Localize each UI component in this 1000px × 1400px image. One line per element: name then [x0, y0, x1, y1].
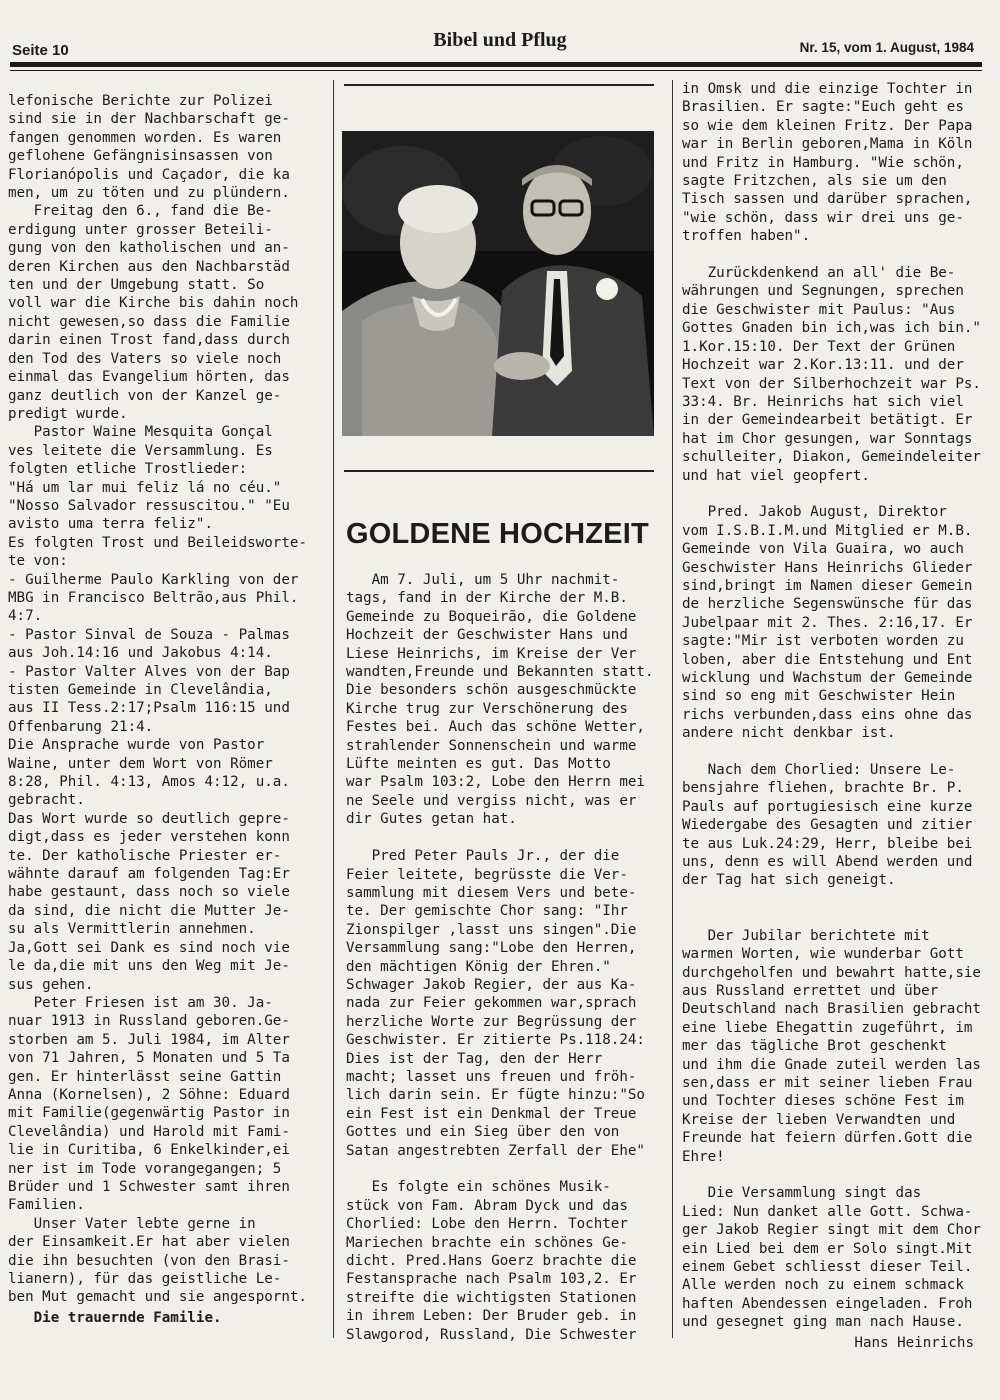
- text-line: Tisch sassen und darüber sprachen,: [682, 191, 973, 208]
- text-line: schulleiter, Diakon, Gemeindeleiter: [682, 449, 981, 466]
- text-line: Waine, unter dem Wort von Römer: [8, 755, 273, 772]
- text-line: aus Joh.14:16 und Jakobus 4:14.: [8, 645, 273, 662]
- text-line: Hochzeit war 2.Kor.13:11. und der: [682, 357, 964, 374]
- text-line: Deutschland nach Brasilien gebracht: [682, 1001, 981, 1018]
- text-line: warmen Worten, wie wunderbar Gott: [682, 946, 964, 963]
- text-line: lefonische Berichte zur Polizei: [8, 93, 273, 109]
- text-line: "Há um lar mui feliz lá no céu.": [8, 479, 282, 496]
- text-line: nuar 1913 in Russland geboren.Ge-: [8, 1013, 290, 1030]
- text-line: lie in Curitiba, 6 Enkelkinder,ei: [8, 1142, 290, 1159]
- text-line: herzliche Worte zur Begrüssung der: [346, 1013, 637, 1030]
- text-line: Pred. Jakob August, Direktor: [682, 504, 947, 521]
- text-line: Offenbarung 21:4.: [8, 718, 154, 735]
- text-line: gung von den katholischen und an-: [8, 240, 290, 257]
- text-line: [682, 485, 988, 503]
- text-line: Geschwister. Er zitierte Ps.118.24:: [346, 1032, 645, 1049]
- text-line: [346, 1160, 664, 1178]
- text-line: sammlung mit diesem Vers und bete-: [346, 884, 637, 901]
- text-line: ger Jakob Regier singt mit dem Chor: [682, 1222, 981, 1239]
- text-line: avisto uma terra feliz".: [8, 516, 213, 533]
- text-line: ner ist im Tode vorangegangen; 5: [8, 1160, 282, 1177]
- text-line: digt,dass es jeder verstehen konn: [8, 829, 290, 846]
- text-line: [682, 1166, 988, 1184]
- text-line: von 71 Jahren, 5 Monaten und 5 Ta: [8, 1050, 290, 1067]
- text-line: wähnte darauf am folgenden Tag:Er: [8, 866, 290, 883]
- text-line: dir Gutes getan hat.: [346, 811, 517, 828]
- text-line: Mariechen brachte ein schönes Ge-: [346, 1234, 628, 1251]
- text-line: Kirche trug zur Verschönerung des: [346, 700, 628, 717]
- column-divider-right: [672, 80, 673, 1338]
- text-line: und ihm die Gnade zuteil werden las: [682, 1056, 981, 1073]
- text-line: und Fritz in Hamburg. "Wie schön,: [682, 154, 964, 171]
- text-line: Die Versammlung singt das: [682, 1185, 922, 1202]
- text-line: Zurückdenkend an all' die Be-: [682, 265, 956, 282]
- text-line: su als Vermittlerin annehmen.: [8, 921, 256, 938]
- text-line: erdigung unter grosser Beteili-: [8, 221, 273, 238]
- text-line: de herzliche Segenswünsche für das: [682, 596, 973, 613]
- text-line: den mächtigen König der Ehren.": [346, 958, 611, 975]
- text-line: nada zur Feier gekommen war,sprach: [346, 995, 637, 1012]
- text-line: Feier leitete, begrüsste die Ver-: [346, 866, 628, 883]
- text-line: Kreise der lieben Verwandten und: [682, 1111, 956, 1128]
- text-line: Jubelpaar mit 2. Thes. 2:16,17. Er: [682, 614, 973, 631]
- text-line: fangen genommen worden. Es waren: [8, 129, 282, 146]
- text-line: le da,die mit uns den Weg mit Je-: [8, 958, 290, 975]
- text-line: strahlender Sonnenschein und warme: [346, 737, 637, 754]
- text-line: Satan angestrebten Zerfall der Ehe": [346, 1142, 645, 1159]
- text-line: Brüder und 1 Schwester samt ihren: [8, 1178, 290, 1195]
- text-line: [682, 246, 988, 264]
- article-headline: GOLDENE HOCHZEIT: [346, 518, 649, 550]
- text-line: geflohene Gefängnisinsassen von: [8, 148, 273, 165]
- text-line: sus gehen.: [8, 976, 94, 993]
- text-line: die ihn besuchten (von den Brasi-: [8, 1252, 290, 1269]
- text-line: Festes bei. Auch das schöne Wetter,: [346, 719, 645, 736]
- text-line: tisten Gemeinde in Clevelândia,: [8, 682, 273, 698]
- article-signature: Hans Heinrichs: [854, 1334, 974, 1351]
- couple-photo: [342, 131, 654, 436]
- text-line: Ja,Gott sei Dank es sind noch vie: [8, 939, 290, 956]
- text-line: währungen und Segnungen, sprechen: [682, 283, 964, 300]
- text-line: den Tod des Vaters so viele noch: [8, 350, 282, 367]
- text-line: - Pastor Sinval de Souza - Palmas: [8, 626, 290, 643]
- text-line: ein Lied bei dem er Solo singt.Mit: [682, 1240, 973, 1257]
- text-line: Die Ansprache wurde von Pastor: [8, 737, 265, 754]
- text-line: so wie dem kleinen Fritz. Der Papa: [682, 117, 973, 134]
- text-line: Die besonders schön ausgeschmückte: [346, 682, 637, 699]
- text-line: Hochzeit der Geschwister Hans und: [346, 627, 628, 644]
- text-line: MBG in Francisco Beltrão,aus Phil.: [8, 589, 299, 606]
- text-line: durchgeholfen und bewahrt hatte,sie: [682, 964, 981, 981]
- text-line: Festansprache nach Psalm 103,2. Er: [346, 1271, 637, 1288]
- text-line: und hat viel geopfert.: [682, 467, 870, 484]
- text-line: Es folgten Trost und Beileidsworte-: [8, 534, 307, 551]
- text-line: einmal das Evangelium hörten, das: [8, 369, 290, 386]
- text-line: Am 7. Juli, um 5 Uhr nachmit-: [346, 572, 620, 588]
- text-line: Freunde hat feiern dürfen.Gott die: [682, 1130, 973, 1147]
- text-line: in der Gemeindearbeit betätigt. Er: [682, 412, 973, 429]
- text-line: troffen haben".: [682, 228, 811, 245]
- text-line: mer das tägliche Brot geschenkt: [682, 1038, 947, 1055]
- text-line: Gottes Gnaden bin ich,was ich bin.": [682, 320, 981, 337]
- text-line: Freitag den 6., fand die Be-: [8, 203, 273, 220]
- column-3: [682, 80, 988, 1352]
- text-line: und gesegnet ging man nach Hause.: [682, 1314, 964, 1331]
- text-line: Gemeinde von Vila Guaira, wo auch: [682, 541, 964, 558]
- text-line: sind sie in der Nachbarschaft ge-: [8, 111, 290, 128]
- text-line: sen,dass er mit seiner lieben Frau: [682, 1074, 973, 1091]
- text-line: [346, 829, 664, 847]
- text-line: Der Jubilar berichtete mit: [682, 927, 930, 944]
- text-line: Chorlied: Lobe den Herrn. Tochter: [346, 1216, 628, 1233]
- text-line: "Nosso Salvador ressuscitou." "Eu: [8, 497, 290, 514]
- text-line: darin einen Trost fand,dass durch: [8, 332, 290, 349]
- top-rule-middle: [344, 84, 654, 86]
- text-line: sagte Fritzchen, als sie um den: [682, 173, 947, 190]
- text-line: bensjahre fliehen, brachte Br. P.: [682, 780, 964, 797]
- text-line: stück von Fam. Abram Dyck und das: [346, 1197, 628, 1214]
- text-line: habe gestaunt, dass noch so viele: [8, 884, 290, 901]
- text-line: gebracht.: [8, 792, 85, 809]
- text-line: [682, 743, 988, 761]
- text-line: tags, fand in der Kirche der M.B.: [346, 590, 628, 607]
- text-line: der Einsamkeit.Er hat aber vielen: [8, 1234, 290, 1251]
- text-line: uns, denn es will Abend werden und: [682, 854, 973, 871]
- text-line: haften Abendessen eingeladen. Froh: [682, 1295, 973, 1312]
- text-line: Lied: Nun danket alle Gott. Schwa-: [682, 1203, 973, 1220]
- text-line: ganz deutlich von der Kanzel ge-: [8, 387, 282, 404]
- text-line: predigt wurde.: [8, 405, 128, 422]
- text-line: te. Der gemischte Chor sang: "Ihr: [346, 903, 628, 920]
- couple-photo-image: [342, 131, 654, 436]
- text-line: Versammlung sang:"Lobe den Herren,: [346, 940, 637, 957]
- text-line: - Guilherme Paulo Karkling von der: [8, 571, 299, 588]
- text-line: loben, aber die Entstehung und Ent: [682, 651, 973, 668]
- text-line: Lüfte meinten es gut. Das Motto: [346, 756, 611, 773]
- text-line: vom I.S.B.I.M.und Mitglied er M.B.: [682, 522, 973, 539]
- text-line: Liese Heinrichs, im Kreise der Ver: [346, 645, 637, 662]
- text-line: ein Fest ist ein Denkmal der Treue: [346, 1105, 637, 1122]
- photo-rule: [344, 470, 654, 472]
- text-line: wandten,Freunde und Bekannten statt.: [346, 664, 654, 681]
- text-line: Pauls auf portugiesisch eine kurze: [682, 798, 973, 815]
- text-line: Clevelândia) und Harold mit Fami-: [8, 1123, 290, 1140]
- text-line: und Tochter dieses schöne Fest im: [682, 1093, 964, 1110]
- text-line: ne Seele und vergiss nicht, was er: [346, 792, 637, 809]
- header-rule-thin: [10, 70, 982, 71]
- page-number: Seite 10: [12, 42, 69, 59]
- text-line: voll war die Kirche bis dahin noch: [8, 295, 299, 312]
- text-line: sagte:"Mir ist verboten worden zu: [682, 633, 964, 650]
- text-line: 1.Kor.15:10. Der Text der Grünen: [682, 338, 956, 355]
- column-1: [8, 92, 324, 1327]
- text-line: sind so eng mit Geschwister Hein: [682, 688, 956, 705]
- text-line: andere nicht denkbar ist.: [682, 725, 896, 742]
- text-line: war Psalm 103:2, Lobe den Herrn mei: [346, 774, 645, 791]
- text-line: Das Wort wurde so deutlich gepre-: [8, 810, 290, 827]
- text-line: Familien.: [8, 1197, 85, 1214]
- text-line: folgten etliche Trostlieder:: [8, 461, 248, 478]
- text-line: men, um zu töten und zu plündern.: [8, 185, 290, 202]
- text-line: Es folgte ein schönes Musik-: [346, 1179, 611, 1196]
- article-signature: Die trauernde Familie.: [8, 1309, 222, 1326]
- text-line: te von:: [8, 553, 68, 570]
- text-line: storben am 5. Juli 1984, im Alter: [8, 1031, 290, 1048]
- text-line: Gemeinde zu Boqueirão, die Goldene: [346, 608, 637, 625]
- text-line: nicht gewesen,so dass die Familie: [8, 313, 290, 330]
- text-line: [682, 890, 988, 908]
- issue-info: Nr. 15, vom 1. August, 1984: [799, 40, 974, 55]
- text-line: Dies ist der Tag, den der Herr: [346, 1050, 603, 1067]
- text-line: Anna (Kornelsen), 2 Söhne: Eduard: [8, 1086, 290, 1103]
- text-line: sind,bringt im Namen dieser Gemein: [682, 577, 973, 594]
- text-line: Slawgorod, Russland, Die Schwester: [346, 1326, 637, 1343]
- text-line: Schwager Jakob Regier, der aus Ka-: [346, 976, 637, 993]
- text-line: einem Gebet schliesst dieser Teil.: [682, 1259, 973, 1275]
- text-line: Peter Friesen ist am 30. Ja-: [8, 994, 273, 1011]
- text-line: wicklung und Wachstum der Gemeinde: [682, 670, 973, 686]
- text-line: war in Berlin geboren,Mama in Köln: [682, 136, 973, 153]
- text-line: Text von der Silberhochzeit war Ps.: [682, 375, 981, 392]
- text-line: 33:4. Br. Heinrichs hat sich viel: [682, 393, 964, 410]
- text-line: Geschwister Hans Heinrichs Glieder: [682, 559, 973, 576]
- text-line: Zionspilger ,lasst uns singen".Die: [346, 921, 637, 938]
- text-line: richs verbunden,dass eins ohne das: [682, 706, 973, 723]
- text-line: Alle werden noch zu einem schmack: [682, 1277, 964, 1294]
- text-line: macht; lasset uns freuen und fröh-: [346, 1068, 637, 1085]
- text-line: die Geschwister mit Paulus: "Aus: [682, 301, 956, 318]
- column-2: [346, 571, 664, 1344]
- column-divider-left: [333, 80, 334, 1338]
- text-line: der Tag hat sich geneigt.: [682, 872, 896, 889]
- text-line: ben Mut gemacht und sie angespornt.: [8, 1289, 307, 1306]
- text-line: dicht. Pred.Hans Goerz brachte die: [346, 1253, 637, 1270]
- text-line: eine liebe Ehegattin zugeführt, im: [682, 1019, 973, 1036]
- text-line: lich darin sein. Er fügte hinzu:"So: [346, 1087, 645, 1104]
- text-line: Pastor Waine Mesquita Gonçal: [8, 424, 273, 441]
- text-line: gen. Er hinterlässt seine Gattin: [8, 1068, 282, 1085]
- text-line: aus II Tess.2:17;Psalm 116:15 und: [8, 700, 290, 717]
- text-line: aus Russland errettet und über: [682, 982, 939, 999]
- text-line: te. Der katholische Priester er-: [8, 847, 282, 864]
- text-line: ten und der Umgebung statt. So: [8, 277, 265, 294]
- text-line: Nach dem Chorlied: Unsere Le-: [682, 762, 956, 779]
- text-line: te aus Luk.24:29, Herr, bleibe bei: [682, 835, 973, 852]
- header-rule-thick: [10, 62, 982, 67]
- text-line: [682, 908, 988, 926]
- text-line: in ihrem Leben: Der Bruder geb. in: [346, 1308, 637, 1325]
- text-line: 4:7.: [8, 608, 43, 625]
- text-line: 8:28, Phil. 4:13, Amos 4:12, u.a.: [8, 774, 290, 791]
- text-line: Brasilien. Er sagte:"Euch geht es: [682, 99, 964, 116]
- text-line: in Omsk und die einzige Tochter in: [682, 81, 973, 97]
- text-line: Wiedergabe des Gesagten und zitier: [682, 817, 973, 834]
- text-line: Gottes und ein Sieg über den von: [346, 1124, 620, 1141]
- text-line: ves leitete die Versammlung. Es: [8, 442, 273, 459]
- text-line: - Pastor Valter Alves von der Bap: [8, 663, 290, 680]
- text-line: lianern), für das geistliche Le-: [8, 1271, 282, 1287]
- text-line: Florianópolis und Caçador, die ka: [8, 166, 290, 183]
- text-line: streifte die wichtigsten Stationen: [346, 1289, 637, 1306]
- text-line: "wie schön, dass wir drei uns ge-: [682, 209, 964, 226]
- text-line: da sind, die nicht die Mutter Je-: [8, 902, 290, 919]
- text-line: hat im Chor gesungen, war Sonntags: [682, 430, 973, 447]
- text-line: Ehre!: [682, 1148, 725, 1165]
- text-line: Pred Peter Pauls Jr., der die: [346, 848, 620, 865]
- text-line: deren Kirchen aus den Nachbarstäd: [8, 258, 290, 275]
- publication-title: Bibel und Pflug: [433, 29, 567, 51]
- text-line: Unser Vater lebte gerne in: [8, 1215, 256, 1232]
- text-line: mit Familie(gegenwärtig Pastor in: [8, 1105, 290, 1122]
